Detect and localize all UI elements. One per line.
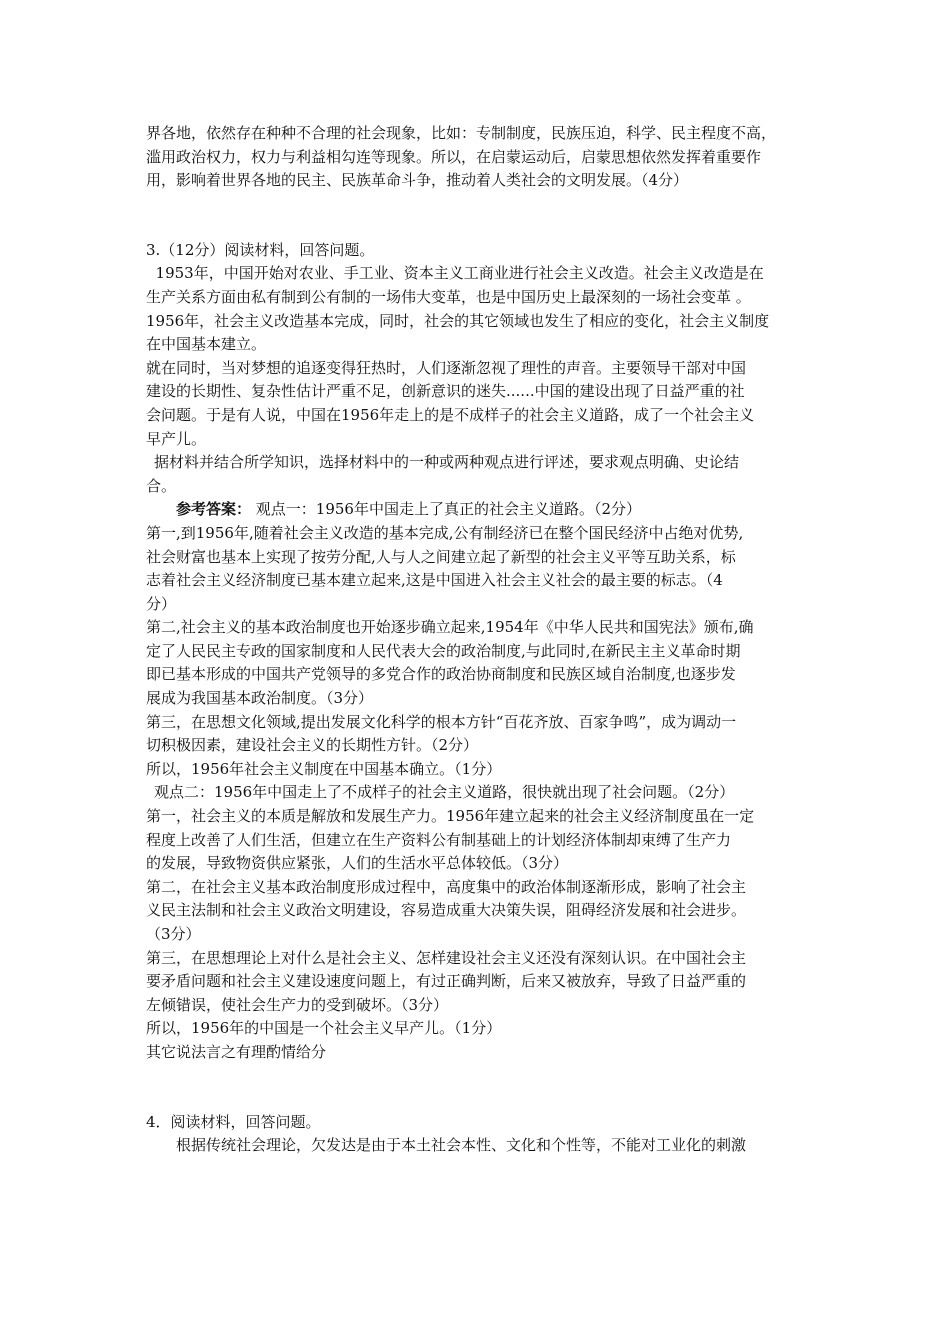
text-line: 就在同时，当对梦想的追逐变得狂热时，人们逐渐忽视了理性的声音。主要领导干部对中国 <box>146 358 747 377</box>
question-heading: 3.（12分）阅读材料，回答问题。 <box>146 240 375 259</box>
text-line: 根据传统社会理论，欠发达是由于本土社会本性、文化和个性等，不能对工业化的刺激 <box>176 1136 747 1155</box>
text-line: 第三，在思想理论上对什么是社会主义、怎样建设社会主义还没有深刻认识。在中国社会主 <box>146 948 747 967</box>
text-line: 滥用政治权力，权力与利益相勾连等现象。所以，在启蒙运动后，启蒙思想依然发挥着重要作 <box>146 147 762 166</box>
text-line: 第一，社会主义的本质是解放和发展生产力。1956年建立起来的社会主义经济制度虽在一定 <box>146 807 755 826</box>
text-line: 展成为我国基本政治制度。（3分） <box>146 689 374 708</box>
view-1-points <box>146 522 812 782</box>
text-line: 志着社会主义经济制度已基本建立起来,这是中国进入社会主义社会的最主要的标志。（4 <box>146 571 723 590</box>
text-line: 分） <box>146 594 177 613</box>
text-line: 合。 <box>146 476 177 495</box>
question-3 <box>146 239 812 1065</box>
text-line: 切积极因素，建设社会主义的长期性方针。（2分） <box>146 736 479 755</box>
text-line: 左倾错误，使社会生产力的受到破坏。（3分） <box>146 995 449 1014</box>
text-line: 其它说法言之有理酌情给分 <box>146 1042 327 1061</box>
text-line: 据材料并结合所学知识，选择材料中的一种或两种观点进行评述，要求观点明确、史论结 <box>154 453 740 472</box>
text-line: 第二,社会主义的基本政治制度也开始逐步确立起来,1954年《中华人民共和国宪法》颁布,确 <box>146 618 754 637</box>
view-2-points <box>146 805 812 1065</box>
spacer <box>146 1065 812 1111</box>
material-paragraph-2 <box>146 357 812 451</box>
spacer <box>146 193 812 239</box>
text-line: 界各地，依然存在种种不合理的社会现象，比如：专制制度，民族压迫，科学、民主程度不高， <box>146 124 777 142</box>
question-heading: 4．阅读材料，回答问题。 <box>146 1112 321 1131</box>
text-line: 早产儿。 <box>146 429 207 448</box>
text-line: 的发展，导致物资供应紧张，人们的生活水平总体较低。（3分） <box>146 854 569 873</box>
text-line: 第二，在社会主义基本政治制度形成过程中，高度集中的政治体制逐渐形成，影响了社会主 <box>146 877 747 896</box>
text-line: 会问题。于是有人说，中国在1956年走上的是不成样子的社会主义道路，成了一个社会主义 <box>146 405 755 424</box>
text-line: 第一,到1956年,随着社会主义改造的基本完成,公有制经济已在整个国民经济中占绝对优势, <box>146 523 744 542</box>
text-line: 程度上改善了人们生活，但建立在生产资料公有制基础上的计划经济体制却束缚了生产力 <box>146 830 732 849</box>
task-paragraph <box>146 451 812 498</box>
text-line: 建设的长期性、复杂性估计严重不足，创新意识的迷失......中国的建设出现了日益严重的社 <box>146 382 745 401</box>
intro-paragraph <box>146 122 812 193</box>
view-1-title-text: 观点一：1956年中国走上了真正的社会主义道路。（2分） <box>251 500 642 519</box>
text-line: 要矛盾问题和社会主义建设速度问题上，有过正确判断，后来又被放弃，导致了日益严重的 <box>146 972 747 991</box>
text-line: 用，影响着世界各地的民主、民族革命斗争，推动着人类社会的文明发展。（4分） <box>146 171 689 190</box>
answer-label: 参考答案： <box>176 500 252 519</box>
text-line: 在中国基本建立。 <box>146 335 267 354</box>
text-line: 生产关系方面由私有制到公有制的一场伟大变革，也是中国历史上最深刻的一场社会变革 。 <box>146 287 751 306</box>
text-line: 社会财富也基本上实现了按劳分配,人与人之间建立起了新型的社会主义平等互助关系，标 <box>146 547 736 566</box>
text-line: 1953年，中国开始对农业、手工业、资本主义工商业进行社会主义改造。社会主义改造是在 <box>146 264 764 283</box>
material-paragraph-1 <box>146 262 812 356</box>
text-line: 即已基本形成的中国共产党领导的多党合作的政治协商制度和民族区域自治制度,也逐步发 <box>146 665 736 684</box>
text-line: 定了人民民主专政的国家制度和人民代表大会的政治制度,与此同时,在新民主主义革命时期 <box>146 641 741 660</box>
text-line: 所以，1956年的中国是一个社会主义早产儿。（1分） <box>146 1019 502 1038</box>
text-line: 所以，1956年社会主义制度在中国基本确立。（1分） <box>146 759 502 778</box>
question-4 <box>146 1111 812 1158</box>
text-line: 第三，在思想文化领域,提出发展文化科学的根本方针“百花齐放、百家争鸣”，成为调动一 <box>146 712 737 731</box>
text-line: 义民主法制和社会主义政治文明建设，容易造成重大决策失误，阻碍经济发展和社会进步。 <box>146 901 747 920</box>
document-page <box>146 122 812 1158</box>
text-line: 1956年，社会主义改造基本完成，同时，社会的其它领域也发生了相应的变化，社会主义制度 <box>146 311 770 330</box>
text-line: （3分） <box>146 925 201 943</box>
answer-view-1-title <box>146 498 812 522</box>
view-2-title: 观点二：1956年中国走上了不成样子的社会主义道路，很快就出现了社会问题。（2分） <box>154 783 735 802</box>
